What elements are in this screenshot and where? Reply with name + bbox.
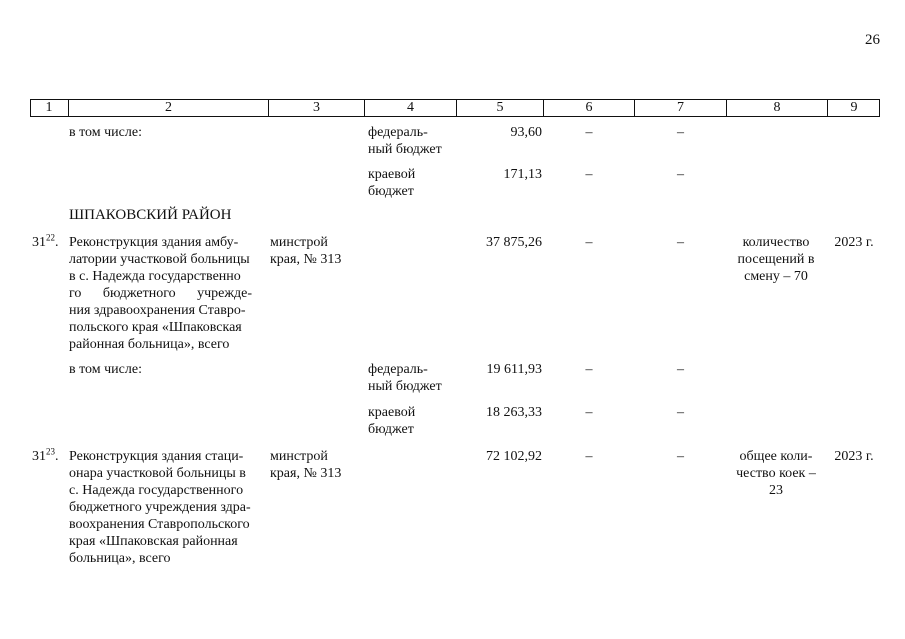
item-description: Реконструкция здания стаци- онара участковой больницы в с. Надежда государственного бюджетного учреждения здра- воохранения Ставропольского края «Шпаковская районная больница», всего — [69, 449, 251, 566]
dash-cell: – — [677, 362, 684, 377]
item-number: $31^{23}$. — [32, 446, 59, 464]
year-cell: 2023 г. — [834, 449, 874, 464]
customer-cell: минстрой края, № 313 — [270, 235, 342, 267]
amount-cell: 18 263,33 — [486, 405, 542, 420]
dash-cell: – — [585, 405, 593, 420]
column-header-8: 8 — [773, 100, 781, 115]
source-federal: федераль- ный бюджет — [368, 362, 442, 394]
column-header-1: 1 — [45, 100, 53, 115]
column-header-4: 4 — [407, 100, 414, 115]
column-header-3: 3 — [313, 100, 320, 115]
section-title: ШПАКОВСКИЙ РАЙОН — [69, 207, 232, 223]
indicator-cell: общее коли- чество коек – 23 — [736, 449, 816, 498]
breakdown-label: в том числе: — [69, 362, 142, 377]
year-cell: 2023 г. — [834, 235, 874, 250]
amount-cell: 93,60 — [510, 125, 542, 140]
amount-cell: 171,13 — [503, 167, 542, 182]
column-header-7: 7 — [677, 100, 684, 115]
dash-cell: – — [677, 235, 684, 250]
column-header-5: 5 — [496, 100, 504, 115]
customer-cell: минстрой края, № 313 — [270, 449, 342, 481]
indicator-cell: количество посещений в смену – 70 — [737, 235, 815, 284]
dash-cell: – — [677, 125, 684, 140]
source-regional: краевой бюджет — [368, 405, 416, 437]
dash-cell: – — [585, 125, 593, 140]
dash-cell: – — [585, 362, 593, 377]
item-number: $31^{22}$. — [32, 232, 59, 250]
dash-cell: – — [677, 449, 684, 464]
amount-cell: 37 875,26 — [486, 235, 542, 250]
breakdown-label: в том числе: — [69, 125, 142, 140]
amount-cell: 19 611,93 — [486, 362, 542, 377]
source-federal: федераль- ный бюджет — [368, 125, 442, 157]
dash-cell: – — [585, 449, 593, 464]
page-number: 26 — [865, 32, 880, 48]
column-header-2: 2 — [165, 100, 172, 115]
dash-cell: – — [585, 235, 593, 250]
dash-cell: – — [677, 405, 684, 420]
column-header-9: 9 — [850, 100, 858, 115]
amount-cell: 72 102,92 — [486, 449, 542, 464]
source-regional: краевой бюджет — [368, 167, 416, 199]
column-header-6: 6 — [585, 100, 593, 115]
item-description: Реконструкция здания амбу- латории участковой больницы в с. Надежда государственно го бюджетного учрежде- ния здравоохранения Ставро- польского края «Шпаковская районная больница», всего — [69, 235, 253, 352]
dash-cell: – — [677, 167, 684, 182]
dash-cell: – — [585, 167, 593, 182]
